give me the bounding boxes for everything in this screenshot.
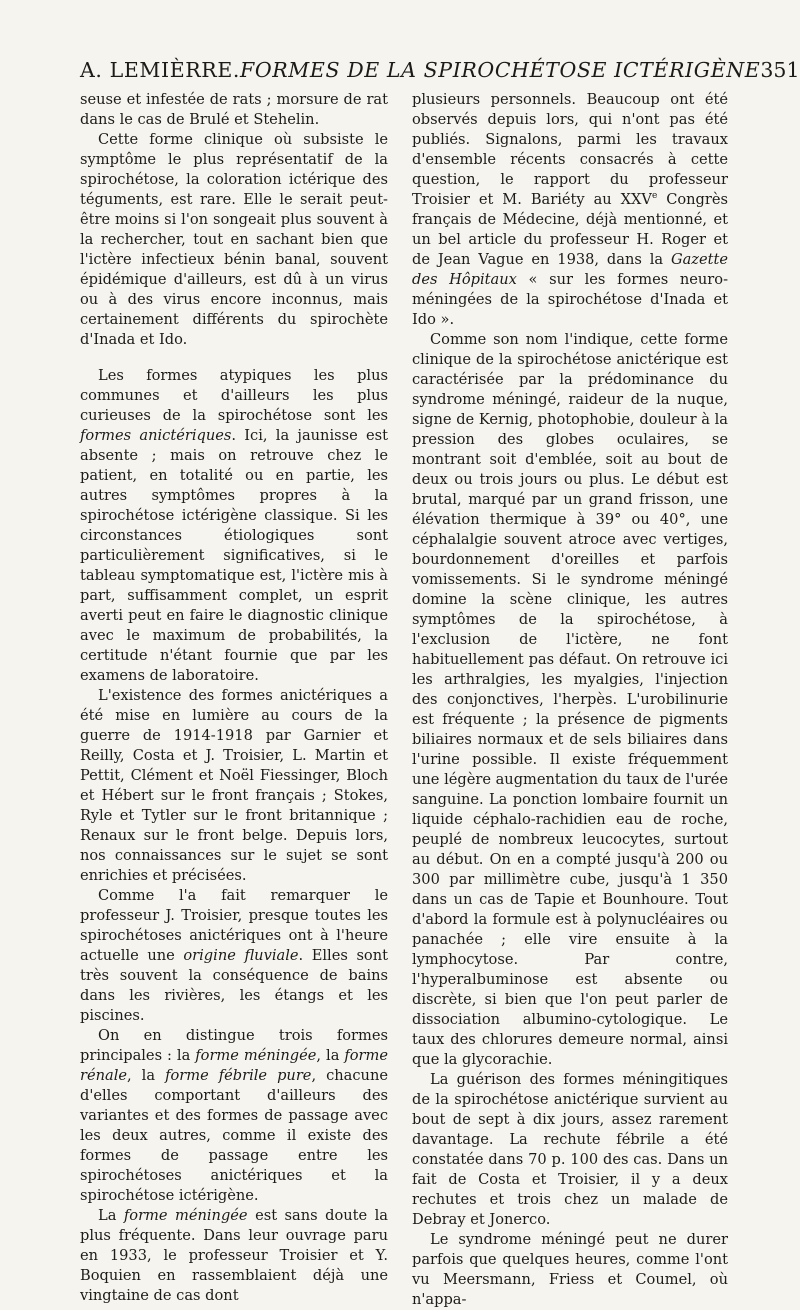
header-author: A. LEMIÈRRE. xyxy=(80,58,241,82)
header-title: FORMES DE LA SPIROCHÉTOSE ICTÉRIGÈNE xyxy=(240,58,761,82)
emphasis: forme méningée xyxy=(123,1207,248,1224)
page-number: 351 xyxy=(760,58,800,82)
paragraph: Cette forme clinique où subsiste le symptôme le plus représentatif de la spirochétose, la coloration ictérique des téguments, est rare. Elle le serait peut-être moins si l'on songeait plus souvent à la rechercher, tout en sachant bien que l'ictère infectieux bénin banal, souvent épidémique d'ailleurs, est dû à un virus ou à des virus encore inconnus, mais certainement différents du spirochète d'Inada et Ido. xyxy=(80,131,388,348)
emphasis: forme rénale xyxy=(80,1047,388,1084)
paragraph: L'existence des formes anictériques a été mise en lumière au cours de la guerre de 1914-1918 par Garnier et Reilly, Costa et J. Troisier, L. Martin et Pettit, Clément et Noël Fiessinger, Bloch et Hébert sur le front français ; Stokes, Ryle et Tytler sur le front britannique ; Renaux sur le front belge. Depuis lors, nos connaissances sur le sujet se sont enrichies et précisées. xyxy=(80,687,388,884)
paragraph: La forme méningée est sans doute la plus fréquente. Dans leur ouvrage paru en 1933, le professeur Troisier et Y. Boquien en rassemblaient déjà une vingtaine de cas dont xyxy=(80,1207,388,1304)
left-column xyxy=(80,90,388,1306)
running-header xyxy=(80,58,800,82)
paragraph: Comme l'a fait remarquer le professeur J. Troisier, presque toutes les spirochétoses anictériques ont à l'heure actuelle une origine fluviale. Elles sont très souvent la conséquence de bains dans les rivières, les étangs et les piscines. xyxy=(80,887,388,1024)
right-column xyxy=(412,90,728,1310)
emphasis: origine fluviale xyxy=(183,947,299,964)
superscript: e xyxy=(651,191,658,202)
paragraph: Les formes atypiques les plus communes et d'ailleurs les plus curieuses de la spirochétose sont les formes anictériques. Ici, la jaunisse est absente ; mais on retrouve chez le patient, en totalité ou en partie, les autres symptômes propres à la spirochétose ictérigène classique. Si les circonstances étiologiques sont particulièrement significatives, si le tableau symptomatique est, l'ictère mis à part, suffisamment complet, un esprit averti peut en faire le diagnostic clinique avec le maximum de probabilités, la certitude n'étant fournie que par les examens de laboratoire. xyxy=(80,367,388,684)
emphasis: formes anictériques xyxy=(80,427,232,444)
paragraph: Le syndrome méningé peut ne durer parfois que quelques heures, comme l'ont vu Meersmann, Friess et Coumel, où n'appa- xyxy=(412,1231,728,1308)
paragraph: seuse et infestée de rats ; morsure de rat dans le cas de Brulé et Stehelin. xyxy=(80,91,388,128)
paragraph: Comme son nom l'indique, cette forme clinique de la spirochétose anictérique est caractérisée par la prédominance du syndrome méningé, raideur de la nuque, signe de Kernig, photophobie, douleur à la pression des globes oculaires, se montrant soit d'emblée, soit au bout de deux ou trois jours ou plus. Le début est brutal, marqué par un grand frisson, une élévation thermique à 39° ou 40°, une céphalalgie souvent atroce avec vertiges, bourdonnement d'oreilles et parfois vomissements. Si le syndrome méningé domine la scène clinique, les autres symptômes de la spirochétose, à l'exclusion de l'ictère, ne font habituellement pas défaut. On retrouve ici les arthralgies, les myalgies, l'injection des conjonctives, l'herpès. L'urobilinurie est fréquente ; la présence de pigments biliaires normaux et de sels biliaires dans l'urine possible. Il existe fréquemment une légère augmentation du taux de l'urée sanguine. La ponction lombaire fournit un liquide céphalo-rachidien eau de roche, peuplé de nombreux leucocytes, surtout au début. On en a compté jusqu'à 200 ou 300 par millimètre cube, jusqu'à 1 350 dans un cas de Tapie et Bounhoure. Tout d'abord la formule est à polynucléaires ou panachée ; elle vire ensuite à la lymphocytose. Par contre, l'hyperalbuminose est absente ou discrète, si bien que l'on peut parler de dissociation albumino-cytologique. Le taux des chlorures demeure normal, ainsi que la glycorachie. xyxy=(412,331,729,1068)
paragraph: plusieurs personnels. Beaucoup ont été observés depuis lors, qui n'ont pas été publiés. Signalons, parmi les travaux d'ensemble récents consacrés à cette question, le rapport du professeur Troisier et M. Bariéty au XXVe Congrès français de Médecine, déjà mentionné, et un bel article du professeur H. Roger et de Jean Vague en 1938, dans la Gazette des Hôpitaux « sur les formes neuro-méningées de la spirochétose d'Inada et Ido ». xyxy=(412,91,729,328)
paragraph: On en distingue trois formes principales : la forme méningée, la forme rénale, la forme fébrile pure, chacune d'elles comportant d'ailleurs des variantes et des formes de passage avec les deux autres, comme il existe des formes de passage entre les spirochétoses anictériques et la spirochétose ictérigène. xyxy=(80,1027,388,1204)
paragraph: La guérison des formes méningitiques de la spirochétose anictérique survient au bout de sept à dix jours, assez rarement davantage. La rechute fébrile a été constatée dans 70 p. 100 des cas. Dans un fait de Costa et Troisier, il y a deux rechutes et trois chez un malade de Debray et Jonerco. xyxy=(412,1071,728,1228)
emphasis: forme méningée xyxy=(195,1047,317,1064)
emphasis: forme fébrile pure xyxy=(165,1067,312,1084)
emphasis: Gazette des Hôpitaux xyxy=(412,251,728,288)
